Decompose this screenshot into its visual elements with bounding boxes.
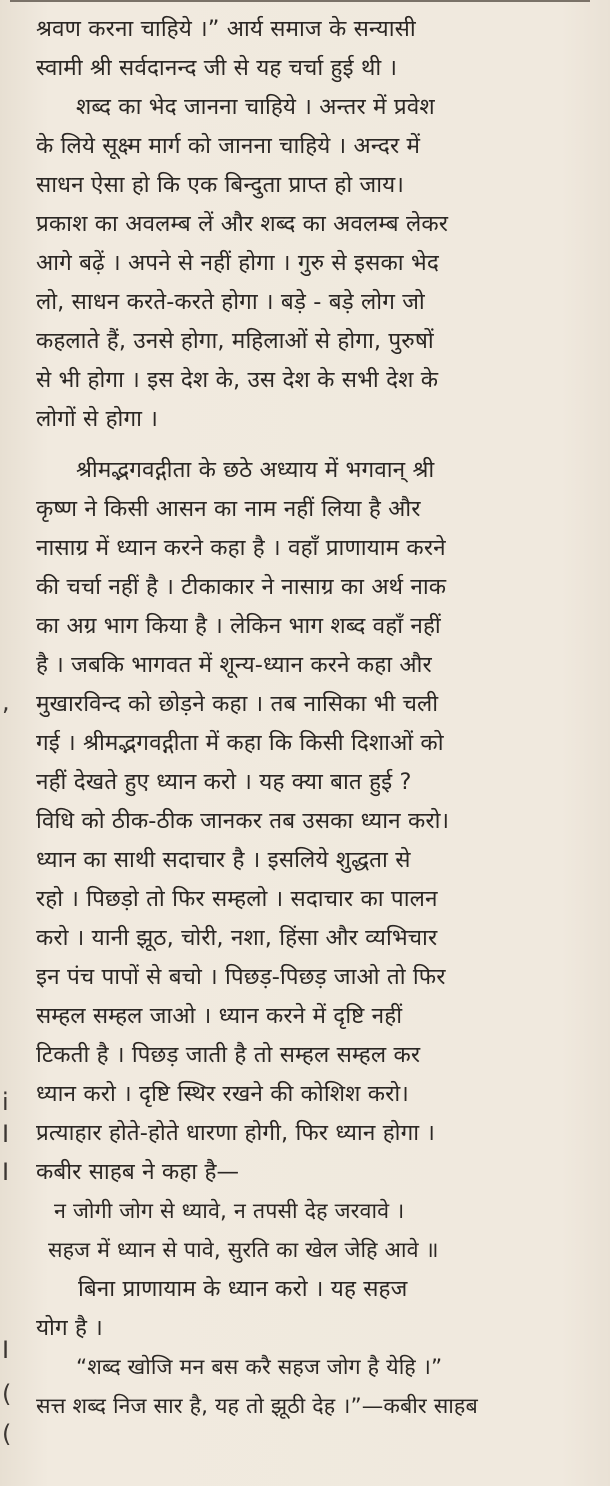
text-line: ध्यान करो । दृष्टि स्थिर रखने की कोशिश करो। (36, 1081, 409, 1107)
text-line: योग है । (36, 1315, 103, 1341)
text-line: का अग्र भाग किया है । लेकिन भाग शब्द वहाँ नहीं (36, 613, 441, 639)
gutter-mark: i (2, 1088, 9, 1116)
text-line: ध्यान का साथी सदाचार है । इसलिये शुद्धता से (36, 847, 411, 873)
text-line: श्रीमद्भगवद्गीता के छठे अध्याय में भगवान् श्री (76, 457, 435, 483)
text-line: करो । यानी झूठ, चोरी, नशा, हिंसा और व्यभिचार (36, 925, 438, 951)
quote-line: सत्त शब्द निज सार है, यह तो झूठी देह ।”—कबीर साहब (36, 1394, 478, 1419)
text-line: कबीर साहब ने कहा है— (36, 1159, 240, 1185)
top-rule (10, 0, 590, 2)
text-line: लोगों से होगा । (36, 406, 158, 432)
text-line: मुखारविन्द को छोड़ने कहा । तब नासिका भी चली (36, 691, 439, 717)
text-line: प्रत्याहार होते-होते धारणा होगी, फिर ध्यान होगा । (36, 1120, 436, 1146)
gutter-mark: I (2, 1336, 10, 1364)
text-line: इन पंच पापों से बचो । पिछड़-पिछड़ जाओ तो फिर (36, 964, 446, 990)
verse-line: सहज में ध्यान से पावे, सुरति का खेल जेहि आवे ॥ (48, 1238, 439, 1263)
text-line: साधन ऐसा हो कि एक बिन्दुता प्राप्त हो जाय। (36, 172, 404, 198)
gutter-mark: I (2, 1158, 10, 1186)
quote-line: “शब्द खोजि मन बस करै सहज जोग है येहि ।” (76, 1355, 443, 1380)
text-line: गई । श्रीमद्भगवद्गीता में कहा कि किसी दिशाओं को (36, 730, 444, 756)
text-line: कृष्ण ने किसी आसन का नाम नहीं लिया है और (36, 496, 421, 522)
text-line: है । जबकि भागवत में शून्य-ध्यान करने कहा और (36, 652, 432, 678)
gutter-mark: ( (2, 1420, 12, 1448)
gutter-mark: ( (2, 1380, 12, 1408)
text-line: लो, साधन करते-करते होगा । बड़े - बड़े लोग जो (36, 289, 425, 315)
paragraph-gap (36, 439, 592, 451)
text-line: प्रकाश का अवलम्ब लें और शब्द का अवलम्ब लेकर (36, 211, 449, 237)
text-line: की चर्चा नहीं है । टीकाकार ने नासाग्र का अर्थ नाक (36, 574, 447, 600)
text-line: नहीं देखते हुए ध्यान करो । यह क्या बात हुई ? (36, 769, 412, 795)
verse-line: न जोगी जोग से ध्यावे, न तपसी देह जरवावे । (54, 1199, 405, 1224)
text-line: स्वामी श्री सर्वदानन्द जी से यह चर्चा हुई थी । (36, 55, 398, 81)
document-body (36, 10, 592, 1426)
text-line: से भी होगा । इस देश के, उस देश के सभी देश के (36, 367, 439, 393)
text-line: रहो । पिछड़ो तो फिर सम्हलो । सदाचार का पालन (36, 886, 438, 912)
text-line: आगे बढ़ें । अपने से नहीं होगा । गुरु से इसका भेद (36, 250, 439, 276)
text-line: टिकती है । पिछड़ जाती है तो सम्हल सम्हल कर (36, 1042, 421, 1068)
text-line: विधि को ठीक-ठीक जानकर तब उसका ध्यान करो। (36, 808, 450, 834)
text-line: बिना प्राणायाम के ध्यान करो । यह सहज (78, 1276, 408, 1302)
gutter-mark: I (2, 1120, 10, 1148)
text-line: सम्हल सम्हल जाओ । ध्यान करने में दृष्टि नहीं (36, 1003, 403, 1029)
left-gutter (0, 0, 16, 1486)
text-line: के लिये सूक्ष्म मार्ग को जानना चाहिये । अन्दर में (36, 133, 421, 159)
text-line: कहलाते हैं, उनसे होगा, महिलाओं से होगा, पुरुषों (36, 328, 434, 354)
text-line: शब्द का भेद जानना चाहिये । अन्तर में प्रवेश (76, 94, 435, 120)
text-line: नासाग्र में ध्यान करने कहा है । वहाँ प्राणायाम करने (36, 535, 446, 561)
text-line: श्रवण करना चाहिये ।” आर्य समाज के सन्यासी (36, 16, 416, 42)
gutter-mark: , (2, 688, 10, 716)
